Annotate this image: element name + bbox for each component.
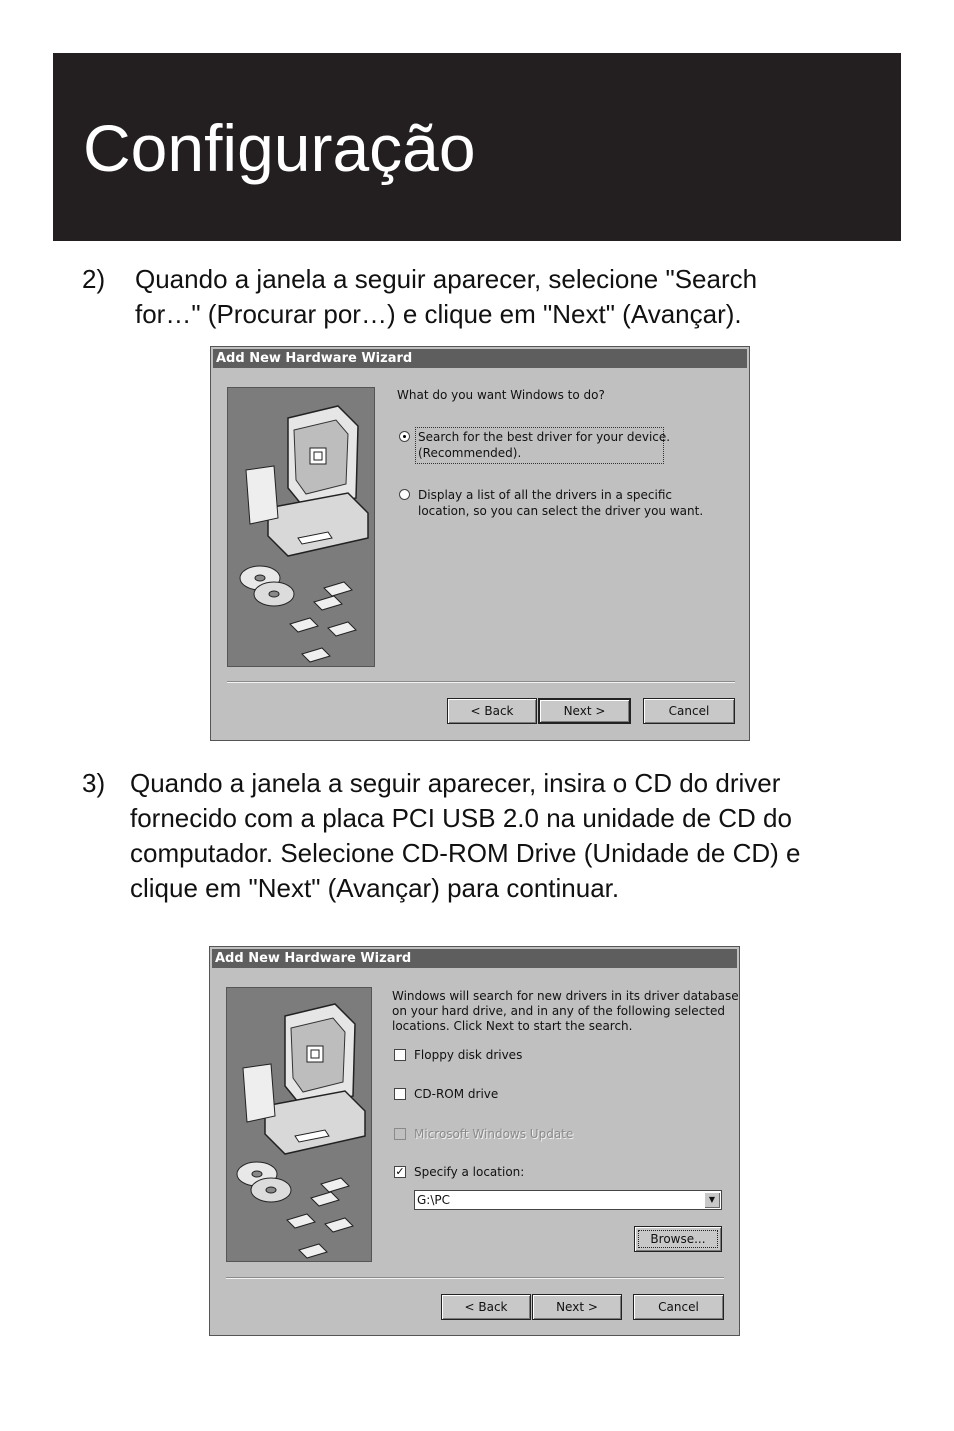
page-header	[53, 53, 901, 241]
wizard-description-line-2: on your hard drive, and in any of the following selected	[392, 1004, 725, 1018]
browse-button[interactable]: Browse...	[634, 1226, 722, 1252]
step-3-line-4: clique em "Next" (Avançar) para continuar.	[130, 873, 620, 903]
checkbox-windows-update-label: Microsoft Windows Update	[414, 1127, 574, 1141]
dropdown-arrow-icon[interactable]: ▼	[704, 1192, 720, 1208]
wizard-dialog-search-options	[210, 346, 750, 741]
radio-search-label-line-2[interactable]: (Recommended).	[418, 446, 522, 460]
location-value: G:\PC	[417, 1193, 450, 1207]
back-button[interactable]: < Back	[447, 698, 537, 724]
step-3-line-1: Quando a janela a seguir aparecer, insira o CD do driver	[130, 768, 781, 798]
step-2	[82, 262, 862, 334]
checkbox-cdrom[interactable]	[394, 1088, 406, 1100]
page-title: Configuração	[83, 111, 476, 185]
floppy-disk-icon	[287, 1178, 353, 1258]
wizard-description-line-3: locations. Click Next to start the search.	[392, 1019, 633, 1033]
radio-display-label-line-2[interactable]: location, so you can select the driver you want.	[418, 504, 704, 518]
step-2-number: 2)	[82, 264, 106, 294]
dialog-title-bar: Add New Hardware Wizard	[213, 349, 747, 368]
step-2-line-1: Quando a janela a seguir aparecer, selecione "Search	[135, 264, 758, 294]
radio-display-driver-list[interactable]	[399, 489, 410, 500]
next-button[interactable]: Next >	[532, 1294, 622, 1320]
step-3	[82, 766, 882, 908]
floppy-disk-icon	[290, 582, 356, 662]
computer-icon	[227, 988, 371, 1261]
wizard-dialog-search-locations	[209, 946, 740, 1336]
wizard-description-line-1: Windows will search for new drivers in its driver database	[392, 989, 739, 1003]
cancel-button[interactable]: Cancel	[633, 1294, 724, 1320]
step-3-line-2: fornecido com a placa PCI USB 2.0 na unidade de CD do	[130, 803, 792, 833]
checkbox-specify-location-label[interactable]: Specify a location:	[414, 1165, 525, 1179]
dialog-title-bar: Add New Hardware Wizard	[212, 949, 737, 968]
back-button[interactable]: < Back	[441, 1294, 531, 1320]
wizard-illustration	[227, 387, 375, 667]
radio-display-label-line-1[interactable]: Display a list of all the drivers in a specific	[418, 488, 673, 502]
checkbox-windows-update	[394, 1128, 406, 1140]
radio-search-best-driver[interactable]	[399, 431, 410, 442]
cancel-button[interactable]: Cancel	[643, 698, 735, 724]
checkbox-specify-location[interactable]: ✓	[395, 1165, 405, 1178]
checkbox-floppy[interactable]	[394, 1049, 406, 1061]
wizard-illustration	[226, 987, 372, 1262]
wizard-prompt: What do you want Windows to do?	[397, 388, 605, 402]
location-combobox[interactable]	[414, 1190, 722, 1210]
step-2-line-2: for…" (Procurar por…) e clique em "Next" (Avançar).	[135, 299, 742, 329]
checkbox-floppy-label[interactable]: Floppy disk drives	[414, 1048, 523, 1062]
dialog-separator	[226, 1277, 724, 1279]
computer-icon	[228, 388, 374, 666]
checkbox-cdrom-label[interactable]: CD-ROM drive	[414, 1087, 499, 1101]
cd-disc-icon	[240, 566, 294, 606]
radio-search-label-line-1[interactable]: Search for the best driver for your device.	[418, 430, 671, 444]
cd-disc-icon	[237, 1162, 291, 1202]
dialog-separator	[227, 681, 735, 683]
next-button[interactable]: Next >	[538, 698, 631, 724]
step-3-line-3: computador. Selecione CD-ROM Drive (Unidade de CD) e	[130, 838, 801, 868]
step-3-number: 3)	[82, 768, 106, 798]
